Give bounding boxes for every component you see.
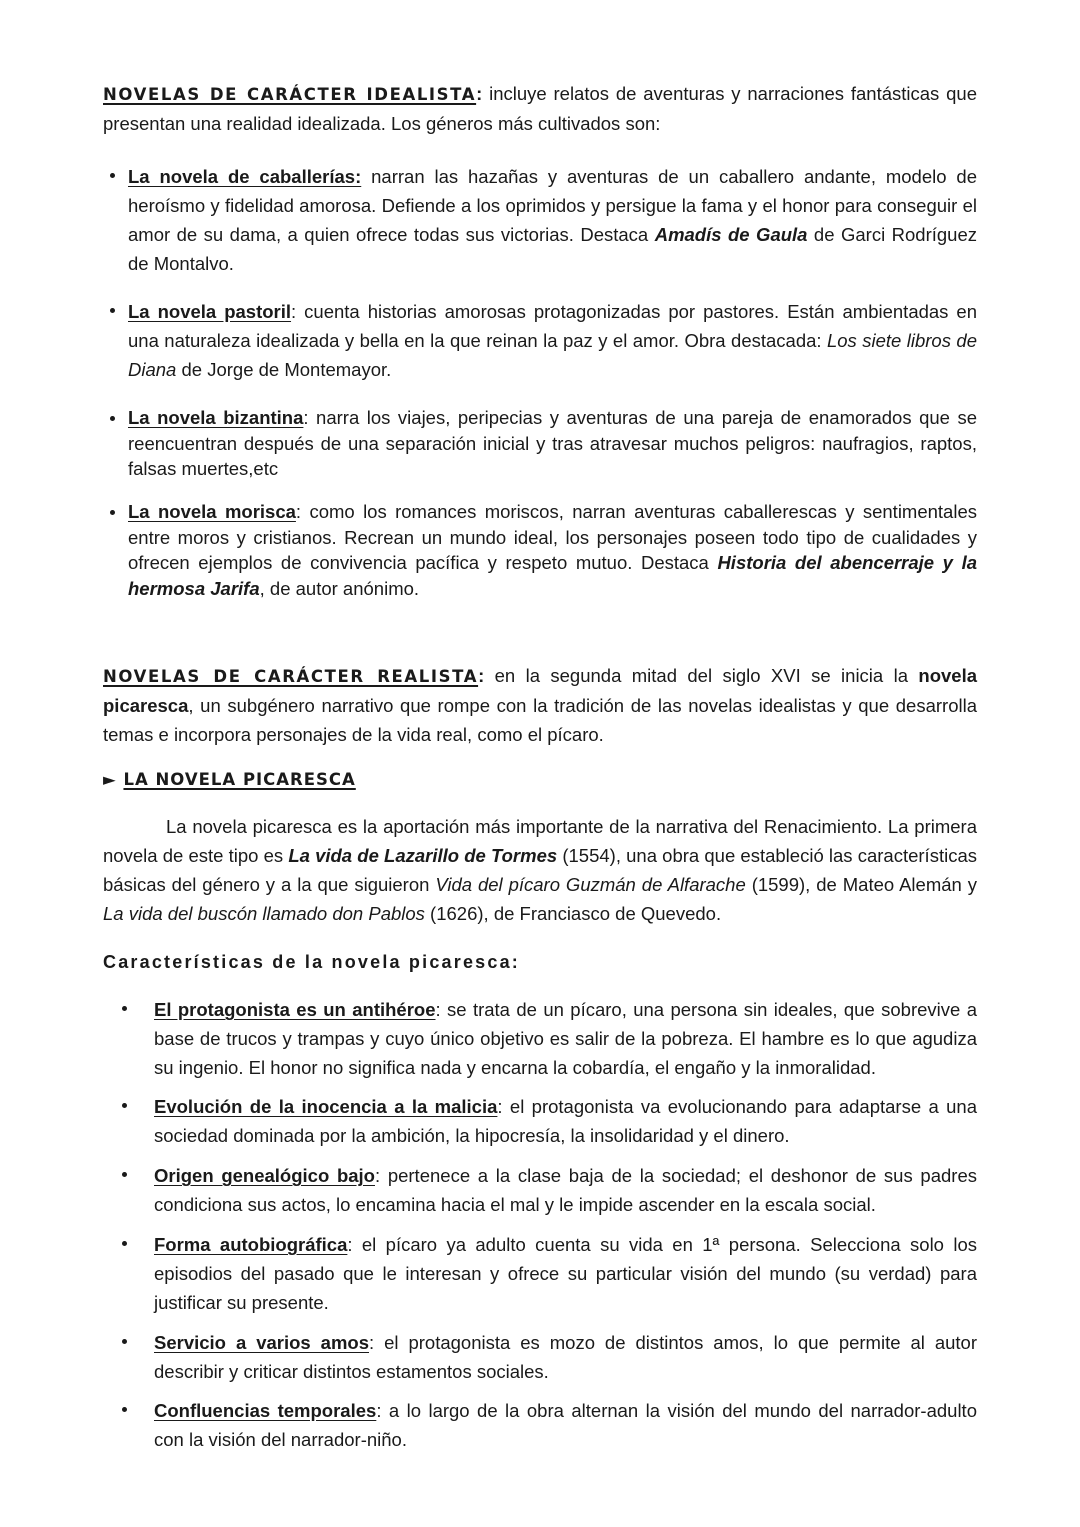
feature-text: : el pícaro ya adulto cuenta su vida en 1ª persona. Selecciona solo los episodios del pasado que le interesan y ofrece su particular visión del mundo (su verdad) para justificar su presente.: [154, 1234, 977, 1313]
bullet-icon: [122, 1172, 127, 1177]
feature-item: [103, 1092, 977, 1150]
picaresca-subheading: [103, 768, 977, 792]
bullet-icon: [122, 1339, 127, 1344]
list-item-morisca: [103, 499, 977, 601]
work-title: Historia del abencerraje y la hermosa Jarifa: [128, 552, 977, 599]
bullet-icon: [122, 1241, 127, 1246]
feature-term: El protagonista es un antihéroe: [154, 999, 436, 1020]
subheading-label: LA NOVELA PICARESCA: [123, 770, 356, 789]
item-term: La novela bizantina: [128, 407, 304, 428]
item-text: : como los romances moriscos, narran aventuras caballerescas y sentimentales entre moros y cristianos. Recrean un mundo ideal, los personajes poseen todo tipo de cualidades y ofrecen ejemplos de convivencia pacífica y respeto mutuo. Destaca: [128, 501, 977, 574]
item-text: : cuenta historias amorosas protagonizadas por pastores. Están ambientadas en una naturaleza idealizada y bella en la que reinan la paz y el amor. Obra destacada:: [128, 301, 978, 351]
feature-term: Origen genealógico bajo: [154, 1165, 375, 1186]
feature-text: : el protagonista va evolucionando para adaptarse a una sociedad dominada por la ambición, la hipocresía, la insolidaridad y el dinero.: [154, 1096, 978, 1146]
bullet-icon: [110, 510, 115, 515]
item-text-end: de Jorge de Montemayor.: [176, 359, 392, 380]
item-term: La novela morisca: [128, 501, 296, 522]
realista-intro-end: , un subgénero narrativo que rompe con la tradición de las novelas idealistas y que desarrolla temas e incorpora personajes de la vida real, como el pícaro.: [103, 695, 977, 745]
idealista-intro: incluye relatos de aventuras y narraciones fantásticas que presentan una realidad idealizada. Los géneros más cultivados son:: [103, 83, 977, 134]
paragraph-text: (1554), una obra que estableció las características básicas del género y a la que siguieron: [103, 845, 977, 895]
work-title: La vida de Lazarillo de Tormes: [288, 845, 558, 866]
features-title-block: [103, 948, 977, 976]
feature-item: [103, 995, 977, 1082]
feature-item: [103, 1230, 977, 1317]
idealista-section-intro: NOVELAS DE CARÁCTER IDEALISTA: incluye relatos de aventuras y narraciones fantásticas que presentan una realidad idealizada. Los géneros más cultivados son:: [103, 83, 977, 134]
item-term: La novela pastoril: [128, 301, 292, 322]
feature-text: : a lo largo de la obra alternan la visión del mundo del narrador-adulto con la visión del narrador-niño.: [154, 1400, 977, 1450]
paragraph-text: (1626), de Franciasco de Quevedo.: [424, 903, 722, 924]
list-item-caballerias: [103, 162, 977, 278]
feature-term: Forma autobiográfica: [154, 1234, 348, 1255]
realista-section-intro: NOVELAS DE CARÁCTER REALISTA: en la segunda mitad del siglo XVI se inicia la novela picaresca, un subgénero narrativo que rompe con la tradición de las novelas idealistas y que desarrolla temas e incorpora personajes de la vida real, como el pícaro.: [103, 665, 977, 745]
item-text: : narra los viajes, peripecias y aventuras de una pareja de enamorados que se reencuentran después de una separación inicial y tras atravesar muchos peligros: naufragios, raptos, falsas muertes,etc: [128, 407, 978, 480]
list-item-bizantina: [103, 405, 977, 482]
feature-item: [103, 1328, 977, 1386]
bullet-icon: [110, 308, 115, 313]
work-title: Vida del pícaro Guzmán de Alfarache: [435, 874, 746, 895]
feature-term: Confluencias temporales: [154, 1400, 377, 1421]
work-title: Amadís de Gaula: [654, 224, 808, 245]
feature-text: : el protagonista es mozo de distintos amos, lo que permite al autor describir y criticar distintos estamentos sociales.: [154, 1332, 977, 1382]
bullet-icon: [110, 173, 115, 178]
bullet-icon: [122, 1407, 127, 1412]
feature-item: [103, 1161, 977, 1219]
feature-term: Servicio a varios amos: [154, 1332, 369, 1353]
list-item-pastoril: [103, 297, 977, 384]
work-title: Los siete libros de Diana: [128, 330, 977, 380]
arrow-icon: ►: [103, 770, 117, 789]
realista-intro: en la segunda mitad del siglo XVI se inicia la: [494, 665, 919, 686]
picaresca-paragraph: [103, 812, 977, 928]
realista-intro-bold: novela picaresca: [103, 665, 977, 716]
paragraph-text: La novela picaresca es la aportación más importante de la narrativa del Renacimiento. La primera novela de este tipo es: [103, 816, 977, 866]
feature-text: : se trata de un pícaro, una persona sin ideales, que sobrevive a base de trucos y trampas y cuyo único objetivo es salir de la pobreza. El hambre es lo que agudiza su ingenio. El honor no significa nada y encarna la cobardía, el engaño y la inmoralidad.: [154, 999, 977, 1078]
bullet-icon: [110, 416, 115, 421]
item-text-end: , de autor anónimo.: [259, 577, 420, 599]
item-text-end: de Garci Rodríguez de Montalvo.: [128, 224, 978, 274]
realista-heading: NOVELAS DE CARÁCTER REALISTA: [103, 667, 479, 686]
paragraph-text: (1599), de Mateo Alemán y: [745, 874, 977, 895]
item-term: La novela de caballerías:: [128, 166, 362, 187]
bullet-icon: [122, 1103, 127, 1108]
features-title: Características de la novela picaresca:: [103, 952, 520, 972]
item-text: narran las hazañas y aventuras de un caballero andante, modelo de heroísmo y fidelidad amorosa. Defiende a los oprimidos y persigue la fama y el honor para conseguir el amor de su dama, a quien ofrece todas sus victorias. Destaca: [128, 166, 977, 245]
feature-item: [103, 1396, 977, 1454]
feature-term: Evolución de la inocencia a la malicia: [154, 1096, 498, 1117]
idealista-heading: NOVELAS DE CARÁCTER IDEALISTA: [103, 85, 477, 104]
work-title: La vida del buscón llamado don Pablos: [103, 903, 425, 924]
bullet-icon: [122, 1006, 127, 1011]
feature-text: : pertenece a la clase baja de la sociedad; el deshonor de sus padres condiciona sus actos, lo encamina hacia el mal y le impide ascender en la escala social.: [154, 1165, 977, 1215]
